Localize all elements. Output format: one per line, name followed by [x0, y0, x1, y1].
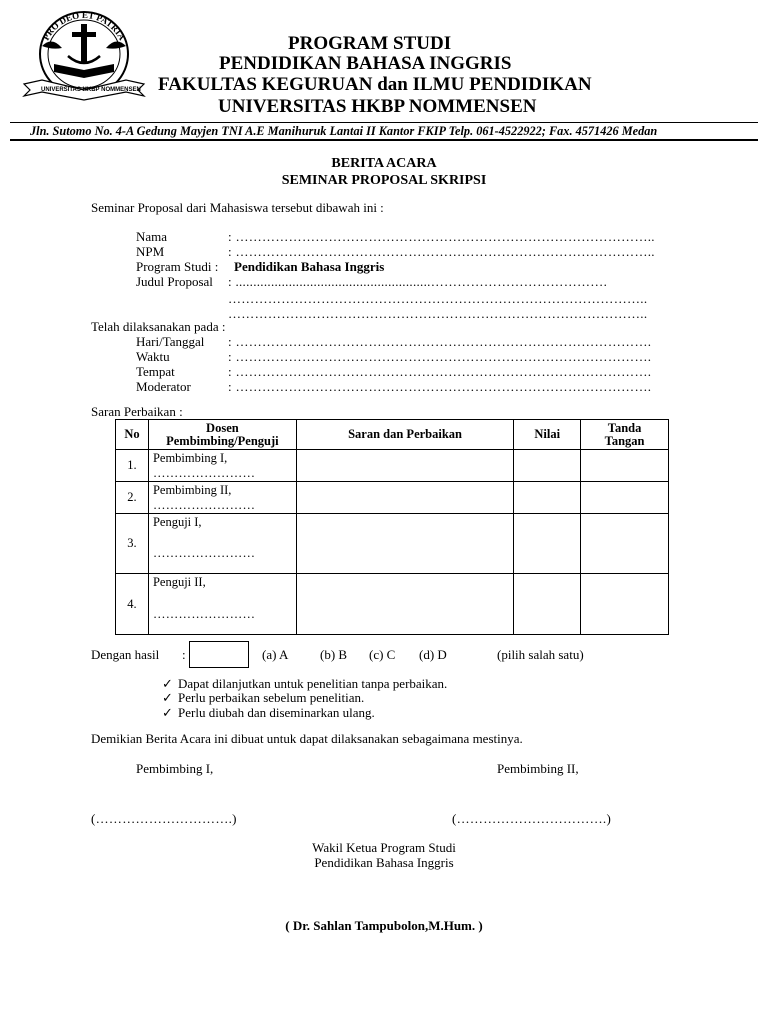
- col-dosen-line1: Dosen: [206, 420, 239, 435]
- intro-text: Seminar Proposal dari Mahasiswa tersebut dibawah ini :: [91, 200, 384, 215]
- check-item: [162, 690, 364, 705]
- wakil-name: ( Dr. Sahlan Tampubolon,M.Hum. ): [285, 918, 483, 933]
- wakil-title-line1: Wakil Ketua Program Studi: [312, 840, 456, 855]
- row-dosen: [148, 514, 296, 574]
- tempat-field[interactable]: : ………………………………………………………………………………….: [228, 364, 652, 379]
- row-name-field[interactable]: ……………………: [152, 546, 256, 560]
- judul-label: Judul Proposal: [136, 274, 213, 289]
- waktu-field[interactable]: : ………………………………………………………………………………….: [228, 349, 652, 364]
- closing-statement: Demikian Berita Acara ini dibuat untuk dapat dilaksanakan sebagaimana mestinya.: [91, 731, 523, 746]
- signature-right-line[interactable]: (…………………………….): [452, 811, 612, 826]
- row-role: Penguji II,: [152, 575, 206, 589]
- row-signature-cell[interactable]: [581, 450, 669, 482]
- check-icon: ✓: [162, 690, 173, 705]
- logo-banner-text: UNIVERSITAS HKBP NOMMENSEN: [41, 87, 141, 93]
- header-faculty: FAKULTAS KEGURUAN dan ILMU PENDIDIKAN: [158, 74, 592, 95]
- row-role: Pembimbing II,: [152, 483, 232, 497]
- svg-text:PRO DEO ET PATRIA: PRO DEO ET PATRIA: [40, 9, 128, 42]
- university-logo: [14, 6, 152, 102]
- header-rule-bottom: [10, 139, 758, 141]
- option-a[interactable]: (a) A: [262, 647, 289, 662]
- row-saran-cell[interactable]: [296, 574, 513, 635]
- col-saran: Saran dan Perbaikan: [296, 420, 513, 450]
- col-tanda-tangan: [581, 420, 669, 450]
- hari-field[interactable]: : ………………………………………………………………………………….: [228, 334, 652, 349]
- row-nilai-cell[interactable]: [514, 482, 581, 514]
- signature-left-line[interactable]: (………………………….): [91, 811, 237, 826]
- row-nilai-cell[interactable]: [514, 450, 581, 482]
- row-no: 3.: [116, 514, 149, 574]
- row-dosen: [148, 574, 296, 635]
- nama-field[interactable]: : …………………………………………………………………………………..: [228, 229, 655, 244]
- col-tanda-line1: Tanda: [607, 420, 642, 435]
- row-no: 4.: [116, 574, 149, 635]
- doc-title-line1: BERITA ACARA: [331, 156, 437, 171]
- col-no: No: [116, 420, 149, 450]
- hasil-label: Dengan hasil: [91, 647, 160, 662]
- doc-title-line2: SEMINAR PROPOSAL SKRIPSI: [281, 173, 487, 188]
- row-role: Pembimbing I,: [152, 451, 228, 465]
- row-name-field[interactable]: ……………………: [152, 466, 256, 480]
- hasil-input-box[interactable]: [189, 641, 249, 668]
- saran-table-header: [116, 420, 669, 450]
- row-signature-cell[interactable]: [581, 574, 669, 635]
- header-prodi-name: PENDIDIKAN BAHASA INGGRIS: [219, 53, 512, 74]
- signature-left-label: Pembimbing I,: [136, 761, 214, 776]
- moderator-label: Moderator: [136, 379, 191, 394]
- nama-label: Nama: [136, 229, 168, 244]
- check-item-text: Dapat dilanjutkan untuk penelitian tanpa perbaikan.: [178, 676, 448, 691]
- row-name-field[interactable]: ……………………: [152, 498, 256, 512]
- moderator-field[interactable]: : ………………………………………………………………………………….: [228, 379, 652, 394]
- col-nilai: Nilai: [514, 420, 581, 450]
- table-row: [116, 514, 669, 574]
- row-saran-cell[interactable]: [296, 514, 513, 574]
- prodi-label: Program Studi :: [136, 259, 219, 274]
- option-d[interactable]: (d) D: [419, 647, 447, 662]
- table-row: [116, 482, 669, 514]
- hari-label: Hari/Tanggal: [136, 334, 205, 349]
- row-signature-cell[interactable]: [581, 514, 669, 574]
- row-nilai-cell[interactable]: [514, 514, 581, 574]
- prodi-value: Pendidikan Bahasa Inggris: [234, 259, 385, 274]
- table-row: [116, 574, 669, 635]
- npm-field[interactable]: : …………………………………………………………………………………..: [228, 244, 655, 259]
- hasil-hint: (pilih salah satu): [497, 647, 584, 662]
- wakil-block: [0, 840, 768, 870]
- header-program-studi: PROGRAM STUDI: [288, 33, 452, 54]
- col-tanda-line2: Tangan: [604, 433, 645, 448]
- check-item-text: Perlu perbaikan sebelum penelitian.: [178, 690, 365, 705]
- check-item: [162, 676, 447, 691]
- waktu-label: Waktu: [136, 349, 170, 364]
- row-dosen: [148, 450, 296, 482]
- row-saran-cell[interactable]: [296, 482, 513, 514]
- judul-field[interactable]: : .......................................................………………………………….: [228, 274, 608, 289]
- row-dosen: [148, 482, 296, 514]
- option-c[interactable]: (c) C: [369, 647, 396, 662]
- doc-title: [0, 155, 768, 189]
- signature-right-label: Pembimbing II,: [497, 761, 579, 776]
- wakil-title-line2: Pendidikan Bahasa Inggris: [314, 855, 454, 870]
- row-signature-cell[interactable]: [581, 482, 669, 514]
- judul-field-line3[interactable]: …………………………………………………………………………………..: [228, 306, 648, 321]
- row-no: 1.: [116, 450, 149, 482]
- row-saran-cell[interactable]: [296, 450, 513, 482]
- header-rule-top: [10, 122, 758, 123]
- col-dosen-line2: Pembimbing/Penguji: [166, 433, 279, 448]
- col-dosen: [148, 420, 296, 450]
- row-name-field[interactable]: ……………………: [152, 607, 256, 621]
- option-b[interactable]: (b) B: [320, 647, 348, 662]
- saran-table: [115, 419, 669, 635]
- row-no: 2.: [116, 482, 149, 514]
- row-nilai-cell[interactable]: [514, 574, 581, 635]
- npm-label: NPM: [136, 244, 165, 259]
- tempat-label: Tempat: [136, 364, 175, 379]
- saran-label: Saran Perbaikan :: [91, 404, 183, 419]
- judul-field-line2[interactable]: …………………………………………………………………………………..: [228, 291, 648, 306]
- execution-intro: Telah dilaksanakan pada :: [91, 319, 226, 334]
- table-row: [116, 450, 669, 482]
- check-item: [162, 705, 375, 720]
- check-icon: ✓: [162, 676, 173, 691]
- header-university: UNIVERSITAS HKBP NOMMENSEN: [218, 96, 537, 117]
- header-address: Jln. Sutomo No. 4-A Gedung Mayjen TNI A.E Manihuruk Lantai II Kantor FKIP Telp. 061-4522922; Fax. 4571426 Medan: [30, 124, 658, 138]
- row-role: Penguji I,: [152, 515, 202, 529]
- check-item-text: Perlu diubah dan diseminarkan ulang.: [178, 705, 375, 720]
- hasil-colon: :: [182, 647, 186, 662]
- check-icon: ✓: [162, 705, 173, 720]
